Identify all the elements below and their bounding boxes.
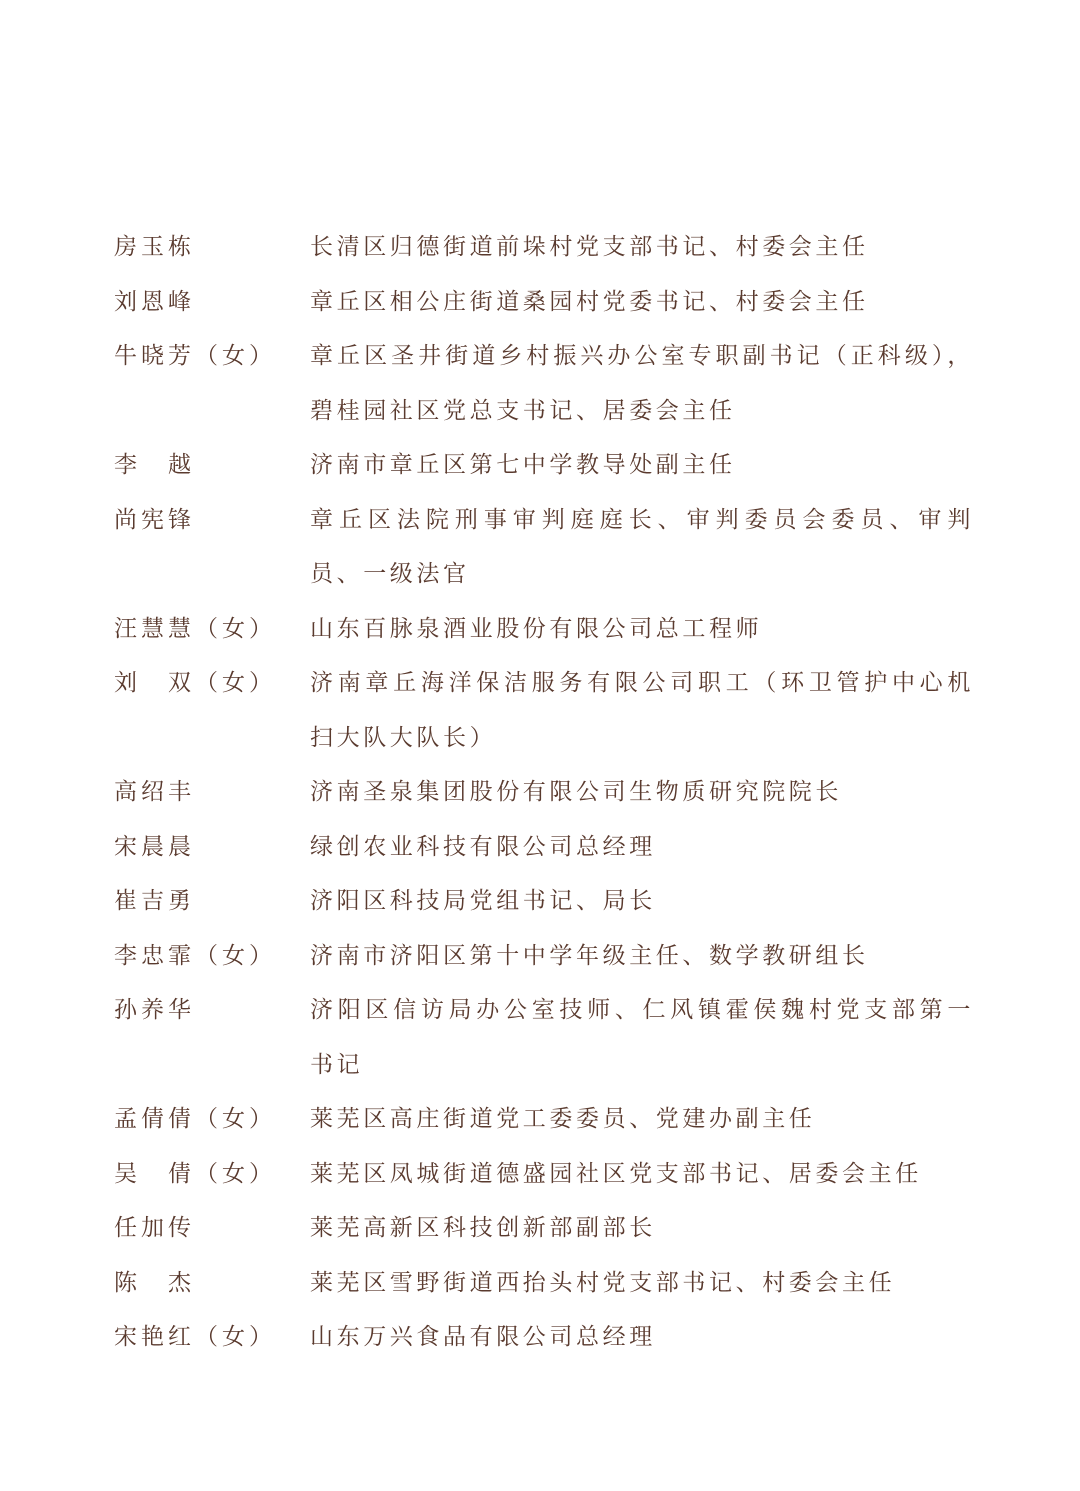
person-name: 吴 倩（女）	[114, 1160, 276, 1187]
list-item	[114, 765, 974, 820]
list-item	[114, 1147, 974, 1202]
person-title: 莱芜区雪野街道西抬头村党支部书记、村委会主任	[310, 1269, 896, 1296]
person-title: 济阳区信访局办公室技师、仁风镇霍侯魏村党支部第一书记	[310, 997, 974, 1078]
list-item	[114, 220, 974, 275]
person-name: 房玉栋	[114, 234, 195, 260]
person-title: 济阳区科技局党组书记、局长	[310, 888, 656, 914]
person-name: 李忠霏（女）	[114, 942, 276, 969]
person-name: 汪慧慧（女）	[114, 615, 276, 642]
person-title: 山东百脉泉酒业股份有限公司总工程师	[310, 615, 763, 642]
person-name: 陈 杰	[114, 1269, 195, 1296]
person-title: 莱芜区凤城街道德盛园社区党支部书记、居委会主任	[310, 1160, 922, 1187]
list-item	[114, 438, 974, 493]
person-title: 长清区归德街道前垛村党支部书记、村委会主任	[310, 234, 869, 260]
person-name: 宋晨晨	[114, 833, 195, 860]
person-title: 章丘区法院刑事审判庭庭长、审判委员会委员、审判员、一级法官	[310, 506, 974, 587]
list-item	[114, 929, 974, 984]
list-item	[114, 1256, 974, 1311]
person-name: 高绍丰	[114, 779, 195, 805]
list-item	[114, 1092, 974, 1147]
person-name: 牛晓芳（女）	[114, 343, 276, 369]
person-title: 莱芜高新区科技创新部副部长	[310, 1215, 656, 1241]
list-item	[114, 874, 974, 929]
list-item	[114, 602, 974, 657]
person-name: 孟倩倩（女）	[114, 1106, 276, 1132]
person-name: 尚宪锋	[114, 506, 195, 533]
person-title: 山东万兴食品有限公司总经理	[310, 1324, 656, 1350]
list-item	[114, 983, 974, 1092]
list-item	[114, 1201, 974, 1256]
person-title: 济南市济阳区第十中学年级主任、数学教研组长	[310, 942, 869, 969]
person-name: 刘 双（女）	[114, 670, 276, 696]
person-title: 济南市章丘区第七中学教导处副主任	[310, 452, 736, 478]
list-item	[114, 275, 974, 330]
person-name: 李 越	[114, 452, 195, 478]
person-title: 章丘区圣井街道乡村振兴办公室专职副书记（正科级），碧桂园社区党总支书记、居委会主任	[310, 343, 974, 424]
list-item	[114, 493, 974, 602]
list-item	[114, 1310, 974, 1365]
person-title: 章丘区相公庄街道桑园村党委书记、村委会主任	[310, 288, 869, 315]
person-title: 绿创农业科技有限公司总经理	[310, 833, 656, 860]
person-name: 孙养华	[114, 997, 195, 1023]
person-title: 济南章丘海洋保洁服务有限公司职工（环卫管护中心机扫大队大队长）	[310, 670, 974, 751]
list-item	[114, 820, 974, 875]
person-name: 崔吉勇	[114, 888, 195, 914]
person-title: 济南圣泉集团股份有限公司生物质研究院院长	[310, 779, 842, 805]
person-name: 刘恩峰	[114, 288, 195, 315]
honoree-list	[114, 220, 974, 1365]
person-title: 莱芜区高庄街道党工委委员、党建办副主任	[310, 1106, 816, 1132]
list-item	[114, 656, 974, 765]
list-item	[114, 329, 974, 438]
person-name: 任加传	[114, 1215, 195, 1241]
person-name: 宋艳红（女）	[114, 1324, 276, 1350]
